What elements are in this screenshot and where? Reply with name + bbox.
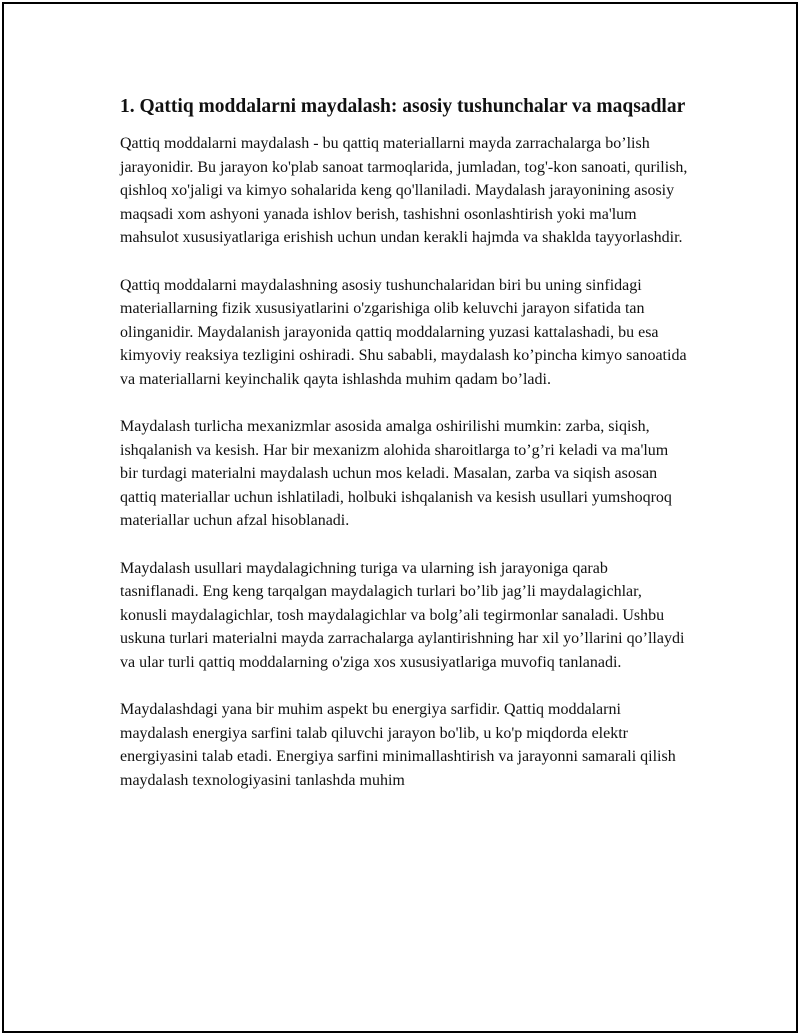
paragraph-4: Maydalash usullari maydalagichning turiga va ularning ish jarayoniga qarab tasniflanadi. Eng keng tarqalgan maydalagich turlari bo’lib jag’li maydalagichlar, konusli maydalagichlar, tosh maydalagichlar va bolg’ali tegirmonlar sanaladi. Ushbu uskuna turlari materialni mayda zarrachalarga aylantirishning har xil yo’llarini qo’llaydi va ular turli qattiq moddalarning o'ziga xos xususiyatlariga muvofiq tanlanadi. — [120, 559, 685, 671]
paragraph-3: Maydalash turlicha mexanizmlar asosida amalga oshirilishi mumkin: zarba, siqish, ishqalanish va kesish. Har bir mexanizm alohida sharoitlarga to’g’ri keladi va ma'lum bir turdagi materialni maydalash uchun mos keladi. Masalan, zarba va siqish asosan qattiq materiallar uchun ishlatiladi, holbuki ishqalanish va kesish usullari yumshoqroq materiallar uchun afzal hisoblanadi. — [120, 418, 672, 529]
section-title: 1. Qattiq moddalarni maydalash: asosiy tushunchalar va maqsadlar — [120, 96, 686, 117]
document-page — [2, 2, 798, 1033]
paragraph-1: Qattiq moddalarni maydalash - bu qattiq materiallarni mayda zarrachalarga bo’lish jarayonidir. Bu jarayon ko'plab sanoat tarmoqlarida, jumladan, tog'-kon sanoati, qurilish, qishloq xo'jaligi va kimyo sohalarida keng qo'llaniladi. Maydalash jarayonining asosiy maqsadi xom ashyoni yanada ishlov berish, tashishni osonlashtirish yoki ma'lum mahsulot xususiyatlariga erishish uchun undan kerakli hajmda va shaklda tayyorlashdir. — [120, 135, 688, 246]
paragraph-2: Qattiq moddalarni maydalashning asosiy tushunchalaridan biri bu uning sinfidagi materiallarning fizik xususiyatlarini o'zgarishiga olib keluvchi jarayon sifatida tan olinganidir. Maydalanish jarayonida qattiq moddalarning yuzasi kattalashadi, bu esa kimyoviy reaksiya tezligini oshiradi. Shu sababli, maydalash ko’pincha kimyo sanoatida va materiallarni keyinchalik qayta ishlashda muhim qadam bo’ladi. — [120, 276, 687, 388]
document-content — [120, 94, 688, 816]
paragraph-5: Maydalashdagi yana bir muhim aspekt bu energiya sarfidir. Qattiq moddalarni maydalash energiya sarfini talab qiluvchi jarayon bo'lib, u ko'p miqdorda elektr energiyasini talab etadi. Energiya sarfini minimallashtirish va jarayonni samarali qilish maydalash texnologiyasini tanlashda muhim — [120, 701, 676, 789]
